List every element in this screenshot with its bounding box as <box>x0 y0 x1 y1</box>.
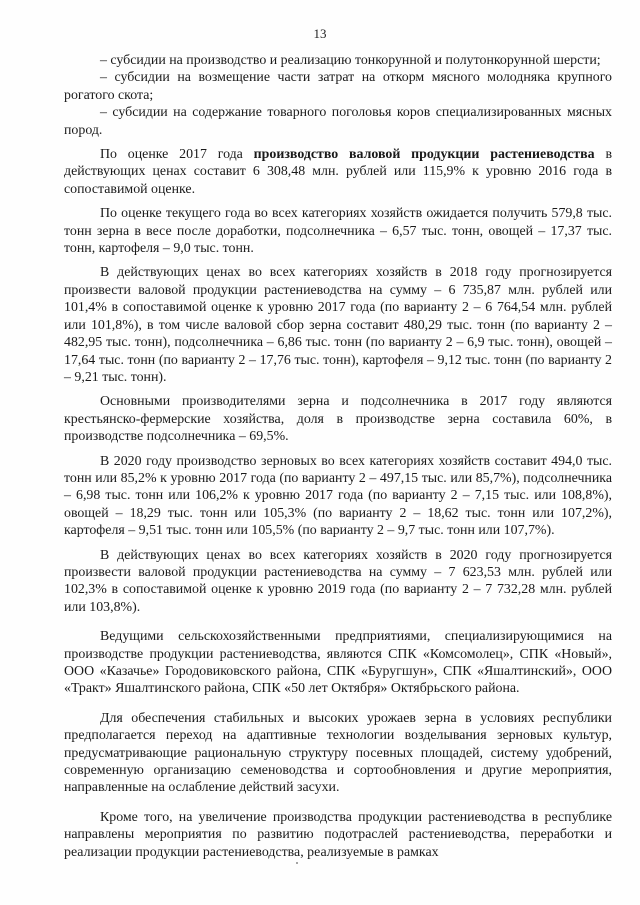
paragraph-subsidy-cows: – субсидии на содержание товарного поголовья коров специализированных мясных пород. <box>64 105 612 138</box>
paragraph-harvest-estimate: По оценке текущего года во всех категориях хозяйств ожидается получить 579,8 тыс. тонн зерна в весе после доработки, подсолнечника – 6,57 тыс. тонн, овощей – 17,37 тыс. тонн, картофеля – 9,0 тыс. тонн. <box>64 206 612 257</box>
paragraph-text: По оценке 2017 года <box>100 147 254 163</box>
paragraph-main-producers: Основными производителями зерна и подсолнечника в 2017 году являются крестьянско-фермерские хозяйства, доля в производстве зерна составила 60%, в производстве подсолнечника – 69,5%. <box>64 394 612 445</box>
emphasis-crop-production: производство валовой продукции растениеводства <box>253 147 595 163</box>
paragraph-subsidy-wool: – субсидии на производство и реализацию тонкорунной и полутонкорунной шерсти; <box>100 53 601 68</box>
paragraph-forecast-2020-value: В действующих ценах во всех категориях хозяйств в 2020 году прогнозируется произвести валовой продукции растениеводства на сумму – 7 623,53 млн. рублей или 102,3% в сопоставимой оценке к уровню 2019 года (по варианту 2 – 7 732,28 млн. рублей или 103,8%). <box>64 547 612 615</box>
paragraph-leading-enterprises: Ведущими сельскохозяйственными предприятиями, специализирующимися на производстве продукции растениеводства, являются СПК «Комсомолец», СПК «Новый», ООО «Казачье» Городовиковского района, СПК «Буругшун», СПК «Яшалтинский», ООО «Тракт» Яшалтинского района, СПК «50 лет Октября» Октябрьского района. <box>64 629 612 697</box>
paragraph-crop-output-estimate <box>64 146 612 198</box>
paragraph-text: в действующих ценах составит 6 308,48 млн. рублей или 115,9% к уровню 2016 года в сопоставимой оценке. <box>64 147 613 197</box>
paragraph-subsidy-fattening: – субсидии на возмещение части затрат на откорм мясного молодняка крупного рогатого скота; <box>64 70 612 103</box>
page-number: 13 <box>313 26 327 41</box>
paragraph-subsector-measures: Кроме того, на увеличение производства продукции растениеводства в республике направлены мероприятия по развитию подотраслей растениеводства, переработки и реализации продукции растениеводства, реализуемые в рамках <box>64 809 612 860</box>
paragraph-forecast-2020-grain: В 2020 году производство зерновых во всех категориях хозяйств составит 494,0 тыс. тонн или 85,2% к уровню 2017 года (по варианту 2 – 497,15 тыс. или 85,7%), подсолнечника – 6,98 тыс. тонн или 106,2% к уровню 2017 года (по варианту 2 – 7,15 тыс. или 108,8%), овощей – 18,29 тыс. тонн или 105,3% (по варианту 2 – 18,62 тыс. тонн или 107,2%), картофеля – 9,51 тыс. тонн или 105,5% (по варианту 2 – 9,7 тыс. тонн или 107,7%). <box>64 453 612 539</box>
paragraph-forecast-2018: В действующих ценах во всех категориях хозяйств в 2018 году прогнозируется произвести валовой продукции растениеводства на сумму – 6 735,87 млн. рублей или 101,4% в сопоставимой оценке к уровню 2017 года (по варианту 2 – 6 764,54 млн. рублей или 101,8%), в том числе валовой сбор зерна составит 480,29 тыс. тонн (по варианту 2 – 482,95 тыс. тонн), подсолнечника – 6,86 тыс. тонн (по варианту 2 – 6,9 тыс. тонн), овощей – 17,64 тыс. тонн (по варианту 2 – 17,76 тыс. тонн), картофеля – 9,12 тыс. тонн (по варианту 2 – 9,21 тыс. тонн). <box>64 265 612 385</box>
document-body <box>64 52 612 868</box>
scan-speck <box>296 862 298 864</box>
paragraph-adaptive-technologies: Для обеспечения стабильных и высоких урожаев зерна в условиях республики предполагается переход на адаптивные технологии возделывания зерновых культур, предусматривающие рациональную структуру посевных площадей, систему удобрений, современную организацию семеноводства и сортообновления и другие мероприятия, направленные на ослабление действий засухи. <box>64 710 612 796</box>
